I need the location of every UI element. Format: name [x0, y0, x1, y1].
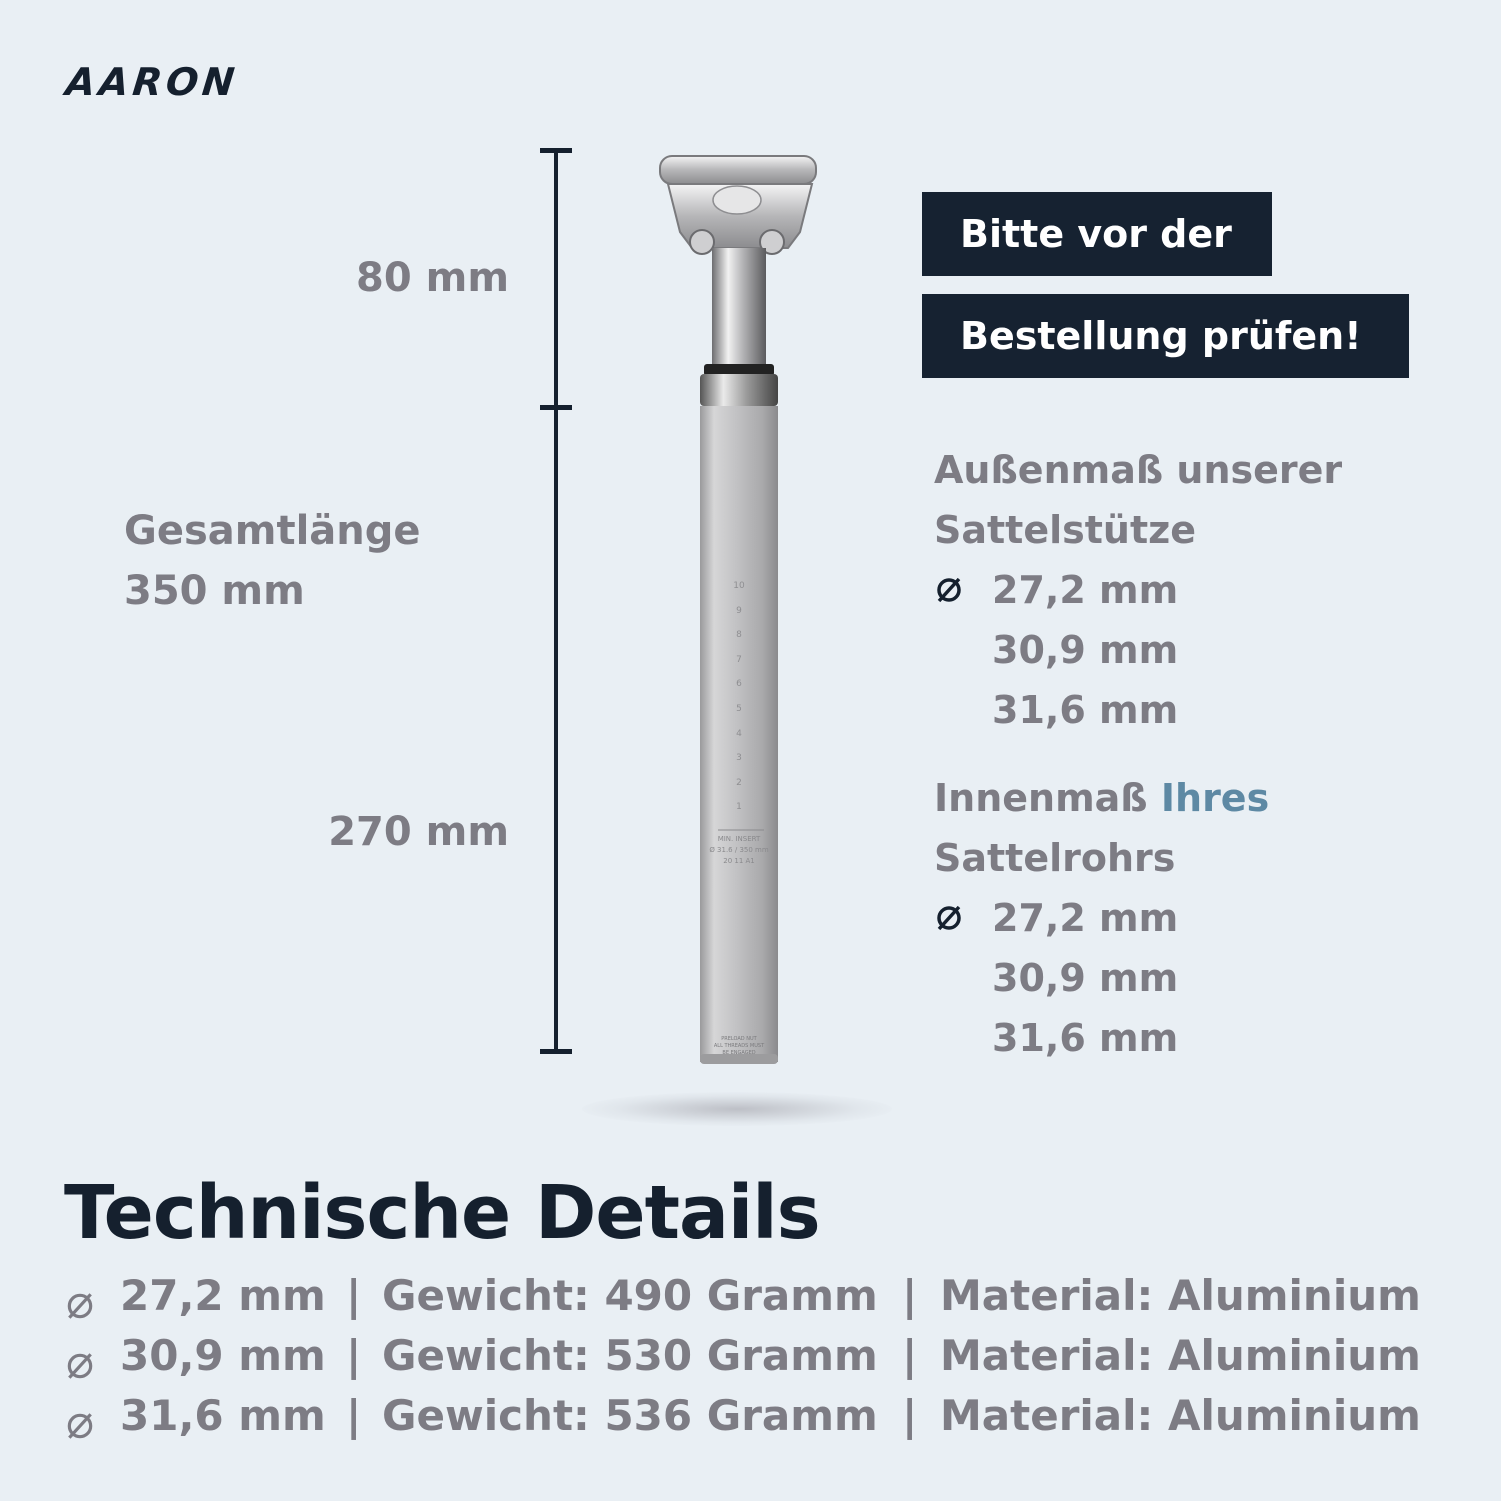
- outer-diameter-spec: [934, 440, 1342, 740]
- scale-mark: 2: [736, 777, 742, 788]
- engraving-line: PRELOAD NUT: [721, 1036, 757, 1042]
- diameter-icon: [64, 1338, 96, 1398]
- inner-spec-value-row: [934, 888, 1269, 948]
- tech-weight: Gewicht: 490 Gramm: [382, 1271, 878, 1320]
- diameter-icon: [934, 575, 992, 605]
- dimension-total-label: Gesamtlänge: [124, 508, 421, 554]
- scale-mark: 8: [736, 630, 742, 641]
- outer-spec-value: 27,2 mm: [992, 568, 1179, 612]
- inner-diameter-spec: [934, 768, 1269, 1068]
- scale-mark: 7: [736, 654, 742, 665]
- inner-spec-title-word-1: Innenmaß: [934, 776, 1148, 820]
- dimension-total: [124, 501, 421, 621]
- min-insert-text: MIN. INSERT: [717, 835, 761, 843]
- product-shadow: [582, 1092, 892, 1126]
- scale-mark: 9: [736, 605, 742, 616]
- inner-spec-title-1: [934, 768, 1269, 828]
- dimension-tick-bottom: [540, 1049, 572, 1054]
- dimension-top-length: 80 mm: [356, 255, 509, 301]
- tech-material: Material: Aluminium: [940, 1331, 1421, 1380]
- brand-logo: AARON: [63, 60, 241, 104]
- separator: |: [902, 1271, 918, 1320]
- outer-spec-value: 30,9 mm: [992, 628, 1179, 672]
- tech-size: 31,6 mm: [120, 1391, 326, 1440]
- tech-material: Material: Aluminium: [940, 1391, 1421, 1440]
- inner-spec-value: 31,6 mm: [992, 1016, 1179, 1060]
- outer-spec-value-row: [934, 680, 1342, 740]
- separator: |: [902, 1391, 918, 1440]
- inner-spec-value: 27,2 mm: [992, 896, 1179, 940]
- diameter-icon: [64, 1398, 96, 1458]
- scale-mark: 6: [736, 679, 742, 690]
- inner-spec-value-row: [934, 1008, 1269, 1068]
- separator: |: [902, 1331, 918, 1380]
- tech-size: 30,9 mm: [120, 1331, 326, 1380]
- separator: |: [346, 1391, 362, 1440]
- outer-spec-value: 31,6 mm: [992, 688, 1179, 732]
- tech-size: 27,2 mm: [120, 1271, 326, 1320]
- engraving-line: BE ENGAGED: [722, 1050, 756, 1056]
- inner-spec-value-row: [934, 948, 1269, 1008]
- separator: |: [346, 1271, 362, 1320]
- dimension-line: [554, 150, 558, 1052]
- outer-spec-value-row: [934, 620, 1342, 680]
- dimension-insert-length: 270 mm: [328, 809, 509, 855]
- scale-mark: 5: [736, 703, 742, 714]
- tube-warning-engraving: [704, 1036, 774, 1057]
- outer-spec-title-2: Sattelstütze: [934, 508, 1197, 552]
- tube-engraving: [704, 834, 774, 867]
- batch-text: 20 11 A1: [723, 857, 755, 865]
- notice-box-2: [922, 294, 1409, 378]
- tech-weight: Gewicht: 530 Gramm: [382, 1331, 878, 1380]
- insertion-scale: [724, 574, 754, 820]
- separator: |: [346, 1331, 362, 1380]
- diameter-icon: [64, 1278, 96, 1338]
- dimension-tick-top: [540, 148, 572, 153]
- tech-material: Material: Aluminium: [940, 1271, 1421, 1320]
- outer-spec-title-1: Außenmaß unserer: [934, 448, 1343, 492]
- dimension-total-value: 350 mm: [124, 568, 305, 614]
- scale-mark: 10: [733, 581, 745, 591]
- notice-box-1: [922, 192, 1272, 276]
- dimension-tick-middle: [540, 405, 572, 410]
- notice-line-1: Bitte vor der: [960, 212, 1232, 256]
- size-code-text: Ø 31.6 / 350 mm: [709, 846, 769, 854]
- tech-details-title: Technische Details: [64, 1170, 820, 1256]
- engraving-line: ALL THREADS MUST: [713, 1043, 765, 1049]
- notice-line-2: Bestellung prüfen!: [960, 314, 1362, 358]
- scale-mark: 3: [736, 753, 742, 764]
- outer-spec-value-row: [934, 560, 1342, 620]
- tech-weight: Gewicht: 536 Gramm: [382, 1391, 878, 1440]
- inner-spec-title-2: Sattelrohrs: [934, 836, 1176, 880]
- inner-spec-value: 30,9 mm: [992, 956, 1179, 1000]
- scale-mark: 1: [736, 802, 742, 813]
- inner-spec-title-highlight: Ihres: [1160, 776, 1270, 820]
- diameter-icon: [934, 903, 992, 933]
- scale-mark: 4: [736, 728, 742, 739]
